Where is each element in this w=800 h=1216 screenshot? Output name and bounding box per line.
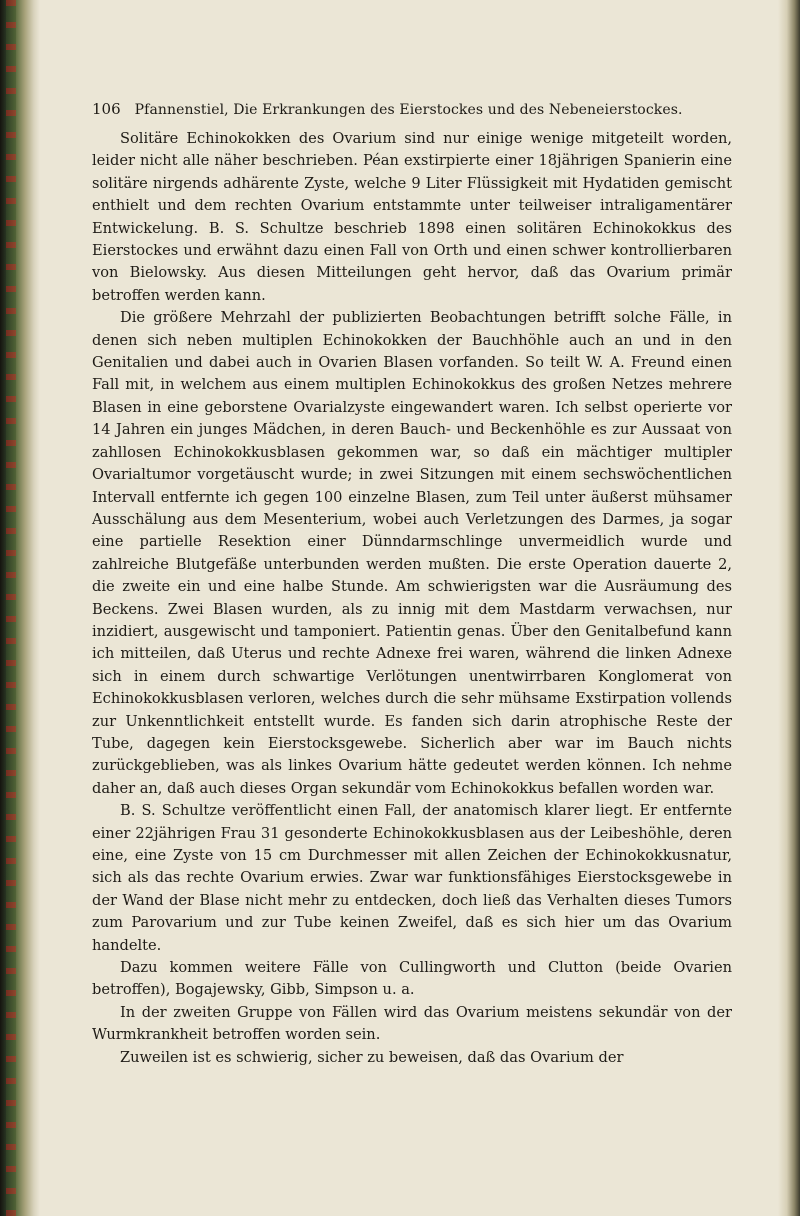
book-page: [92, 100, 732, 1069]
page-right-edge: [778, 0, 800, 1216]
paragraph: In der zweiten Gruppe von Fällen wird das Ovarium meistens sekundär von der Wurmkrankheit betroffen worden sein.: [92, 1003, 732, 1044]
page-header: [92, 100, 732, 118]
paragraph: Solitäre Echinokokken des Ovarium sind nur einige wenige mitgeteilt worden, leider nicht alle näher beschrieben. Péan exstirpierte einer 18jährigen Spanierin eine solitäre nirgends adhärente Zyste, welche 9 Liter Flüssigkeit mit Hydatiden gemischt enthielt und dem rechten Ovarium entstammte unter teilweiser intraligamentärer Entwickelung. B. S. Schultze beschrieb 1898 einen solitären Echinokokkus des Eierstockes und erwähnt dazu einen Fall von Orth und einen schwer kontrollierbaren von Bielowsky. Aus diesen Mitteilungen geht hervor, daß das Ovarium primär betroffen werden kann.: [92, 130, 732, 304]
paragraph: Die größere Mehrzahl der publizierten Beobachtungen betrifft solche Fälle, in denen sich neben multiplen Echinokokken der Bauchhöhle auch an und in den Genitalien und dabei auch in Ovarien Blasen vorfanden. So teilt W. A. Freund einen Fall mit, in welchem aus einem multiplen Echinokokkus des großen Netzes mehrere Blasen in eine geborstene Ovarialzyste eingewandert waren. Ich selbst operierte vor 14 Jahren ein junges Mädchen, in deren Bauch- und Beckenhöhle es zur Aussaat von zahllosen Echinokokkusblasen gekommen war, so daß ein mächtiger multipler Ovarialtumor vorgetäuscht wurde; in zwei Sitzungen mit einem sechswöchentlichen Intervall entfernte ich gegen 100 einzelne Blasen, zum Teil unter äußerst mühsamer Ausschälung aus dem Mesenterium, wobei auch Verletzungen des Darmes, ja sogar eine partielle Resektion einer Dünndarmschlinge unvermeidlich wurde und zahlreiche Blutgefäße unterbunden werden mußten. Die erste Operation dauerte 2, die zweite ein und eine halbe Stunde. Am schwierigsten war die Ausräumung des Beckens. Zwei Blasen wurden, als zu innig mit dem Mastdarm verwachsen, nur inzidiert, ausgewischt und tamponiert. Patientin genas. Über den Genitalbefund kann ich mitteilen, daß Uterus und rechte Adnexe frei waren, während die linken Adnexe sich in einem durch schwartige Verlötungen unentwirrbaren Konglomerat von Echinokokkusblasen verloren, welches durch die sehr mühsame Exstirpation vollends zur Unkenntlichkeit entstellt wurde. Es fanden sich darin atrophische Reste der Tube, dagegen kein Eierstocksgewebe. Sicherlich aber war im Bauch nichts zurückgeblieben, was als linkes Ovarium hätte gedeutet werden können. Ich nehme daher an, daß auch dieses Organ sekundär vom Echinokokkus befallen worden war.: [92, 309, 732, 797]
paragraph: B. S. Schultze veröffentlicht einen Fall, der anatomisch klarer liegt. Er entfernte einer 22jährigen Frau 31 gesonderte Echinokokkusblasen aus der Leibeshöhle, deren eine, eine Zyste von 15 cm Durchmesser mit allen Zeichen der Echinokokkusnatur, sich als das rechte Ovarium erwies. Zwar war funktionsfähiges Eierstocksgewebe in der Wand der Blase nicht mehr zu entdecken, doch ließ das Verhalten dieses Tumors zum Parovarium und zur Tube keinen Zweifel, daß es sich hier um das Ovarium handelte.: [92, 802, 732, 954]
running-head: Pfannenstiel, Die Erkrankungen des Eierstockes und des Nebeneierstockes.: [134, 102, 683, 118]
page-number: 106: [92, 100, 121, 118]
body-text: [92, 128, 732, 1069]
paragraph: Dazu kommen weitere Fälle von Cullingworth und Clutton (beide Ovarien betroffen), Bogajewsky, Gibb, Simpson u. a.: [92, 959, 732, 999]
paragraph: Zuweilen ist es schwierig, sicher zu beweisen, daß das Ovarium der: [120, 1048, 624, 1066]
book-binding-edge: [0, 0, 40, 1216]
